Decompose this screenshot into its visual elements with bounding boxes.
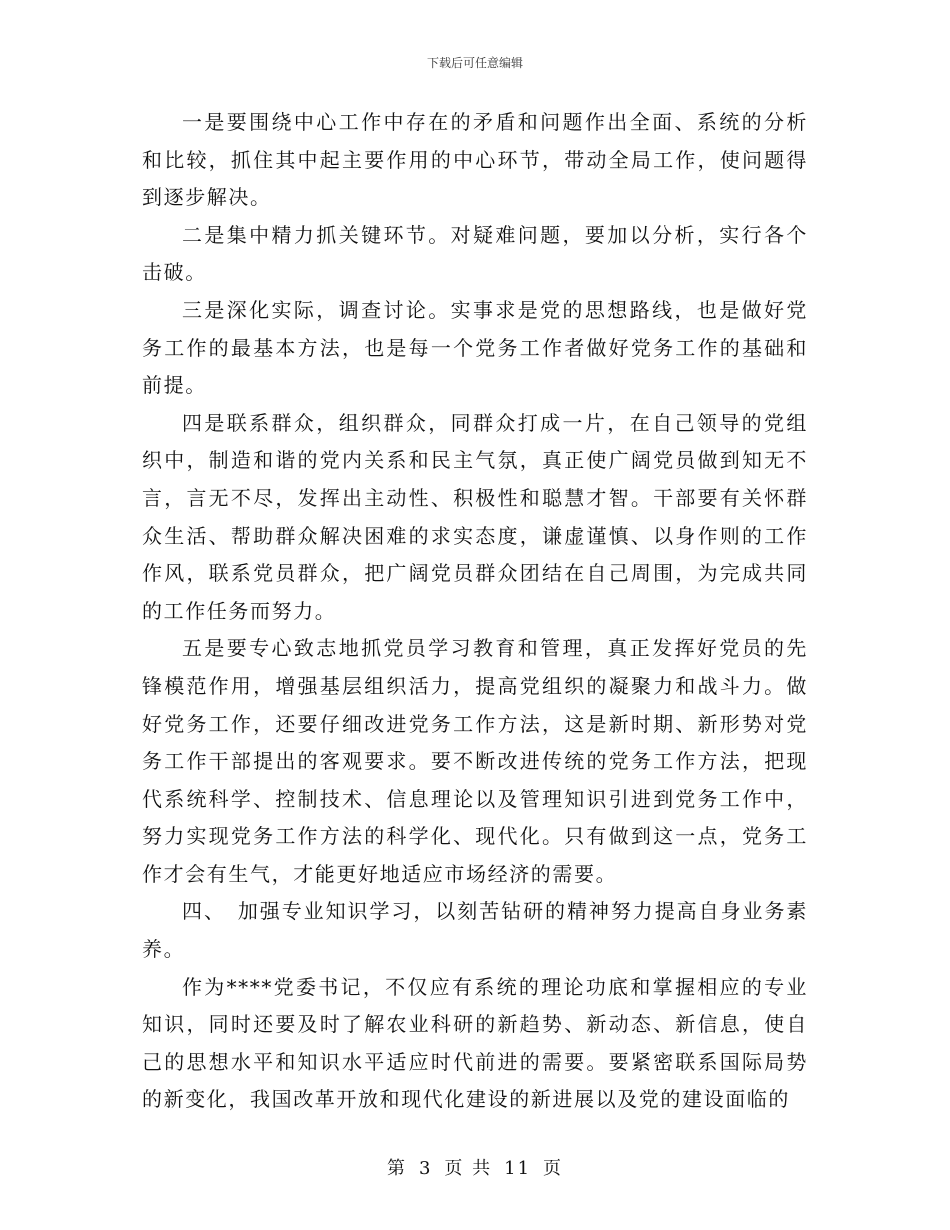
paragraph: 三是深化实际，调查讨论。实事求是党的思想路线，也是做好党务工作的最基本方法，也是每一个党务工作者做好党务工作的基础和前提。 — [142, 297, 808, 398]
section-heading-paragraph: 四、 加强专业知识学习，以刻苦钻研的精神努力提高自身业务素养。 — [142, 899, 808, 962]
page-footer — [0, 1154, 950, 1180]
paragraph: 四是联系群众，组织群众，同群众打成一片，在自己领导的党组织中，制造和谐的党内关系和民主气氛，真正使广阔党员做到知无不言，言无不尽，发挥出主动性、积极性和聪慧才智。干部要有关怀群众生活、帮助群众解决困难的求实态度，谦虚谨慎、以身作则的工作作风，联系党员群众，把广阔党员群众团结在自己周围，为完成共同的工作任务而努力。 — [142, 410, 808, 623]
paragraph: 一是要围绕中心工作中存在的矛盾和问题作出全面、系统的分析和比较，抓住其中起主要作用的中心环节，带动全局工作，使问题得到逐步解决。 — [142, 110, 808, 210]
footer-middle: 页 共 — [444, 1158, 493, 1179]
page-header-note: 下载后可任意编辑 — [426, 56, 523, 70]
footer-prefix: 第 — [386, 1158, 407, 1179]
paragraph: 五是要专心致志地抓党员学习教育和管理，真正发挥好党员的先锋模范作用，增强基层组织活力，提高党组织的凝聚力和战斗力。做好党务工作，还要仔细改进党务工作方法，这是新时期、新形势对党务工作干部提出的客观要求。要不断改进传统的党务工作方法，把现代系统科学、控制技术、信息理论以及管理知识引进到党务工作中，努力实现党务工作方法的科学化、现代化。只有做到这一点，党务工作才会有生气，才能更好地适应市场经济的需要。 — [142, 636, 808, 886]
page-total: 11 — [504, 1158, 532, 1179]
paragraph: 二是集中精力抓关键环节。对疑难问题，要加以分析，实行各个击破。 — [142, 222, 808, 285]
page-number: 3 — [418, 1158, 433, 1179]
paragraph: 作为****党委书记，不仅应有系统的理论功底和掌握相应的专业知识，同时还要及时了解农业科研的新趋势、新动态、新信息，使自己的思想水平和知识水平适应时代前进的需要。要紧密联系国际局势的新变化，我国改革开放和现代化建设的新进展以及党的建设面临的 — [142, 974, 808, 1112]
document-body — [142, 104, 808, 1119]
footer-suffix: 页 — [543, 1158, 564, 1179]
